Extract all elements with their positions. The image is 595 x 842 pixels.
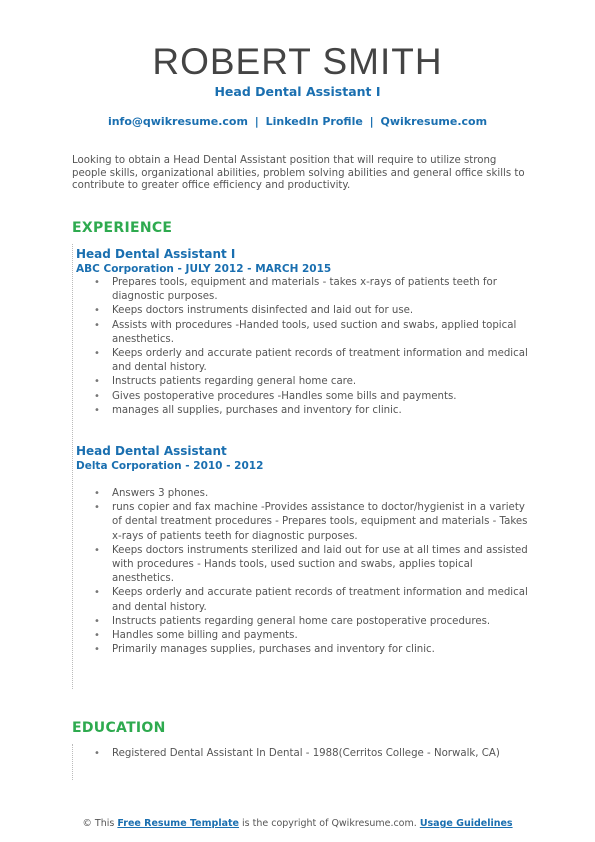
job-title: Head Dental Assistant I [76, 247, 236, 261]
job-company-dates: ABC Corporation - JULY 2012 - MARCH 2015 [76, 263, 332, 275]
list-item: • Handles some billing and payments. [76, 629, 536, 643]
website-link[interactable]: Qwikresume.com [380, 115, 488, 128]
list-item: • Keeps doctors instruments sterilized and laid out for use at all times and assisted with procedures - Hands tools, used suction and swabs, applies topical anesthetics. [76, 544, 536, 587]
list-item: • Gives postoperative procedures -Handles some bills and payments. [76, 390, 536, 404]
job-bullets [76, 487, 536, 657]
footer-copyright-text: is the copyright of Qwikresume.com. [242, 818, 417, 829]
contact-separator: | [369, 115, 374, 128]
footer-prefix: © This [82, 818, 115, 829]
list-item: • Registered Dental Assistant In Dental - 1988(Cerritos College - Norwalk, CA) [76, 747, 536, 761]
contact-line [0, 115, 595, 128]
list-item: • Assists with procedures -Handed tools, used suction and swabs, applied topical anesthetics. [76, 319, 536, 347]
education-heading: EDUCATION [72, 720, 166, 736]
list-item: • Primarily manages supplies, purchases and inventory for clinic. [76, 643, 536, 657]
list-item: • Prepares tools, equipment and materials - takes x-rays of patients teeth for diagnostic purposes. [76, 276, 536, 304]
list-item: • manages all supplies, purchases and inventory for clinic. [76, 404, 536, 418]
education-bullets [76, 747, 536, 761]
section-divider [72, 244, 74, 689]
candidate-title: Head Dental Assistant I [214, 84, 381, 99]
free-resume-template-link[interactable]: Free Resume Template [117, 818, 239, 829]
email-link[interactable]: info@qwikresume.com [107, 115, 248, 128]
usage-guidelines-link[interactable]: Usage Guidelines [419, 818, 513, 829]
contact-separator: | [254, 115, 259, 128]
footer [0, 818, 595, 829]
experience-heading: EXPERIENCE [72, 220, 173, 236]
job-title: Head Dental Assistant [76, 444, 227, 458]
job-company-dates: Delta Corporation - 2010 - 2012 [76, 460, 264, 472]
summary-paragraph: Looking to obtain a Head Dental Assistant position that will require to utilize strong people skills, organizational abilities, problem solving abilities and general office skills to contribute to greater office efficiency and productivity. [72, 155, 525, 191]
list-item: • Instructs patients regarding general home care postoperative procedures. [76, 615, 536, 629]
list-item: • Keeps orderly and accurate patient records of treatment information and medical and dental history. [76, 347, 536, 375]
list-item: • Keeps orderly and accurate patient records of treatment information and medical and dental history. [76, 586, 536, 614]
list-item: • runs copier and fax machine -Provides assistance to doctor/hygienist in a variety of dental treatment procedures - Prepares tools, equipment and materials - Takes x-rays of patients teeth for diagnostic purposes. [76, 501, 536, 544]
linkedin-link[interactable]: LinkedIn Profile [265, 115, 363, 128]
list-item: • Answers 3 phones. [76, 487, 536, 501]
job-entry [76, 444, 536, 657]
job-entry [76, 247, 536, 418]
list-item: • Keeps doctors instruments disinfected and laid out for use. [76, 304, 536, 318]
candidate-name: ROBERT SMITH [152, 41, 443, 82]
education-entry [76, 747, 536, 761]
job-bullets [76, 276, 536, 418]
section-divider [72, 744, 74, 780]
list-item: • Instructs patients regarding general home care. [76, 375, 536, 389]
